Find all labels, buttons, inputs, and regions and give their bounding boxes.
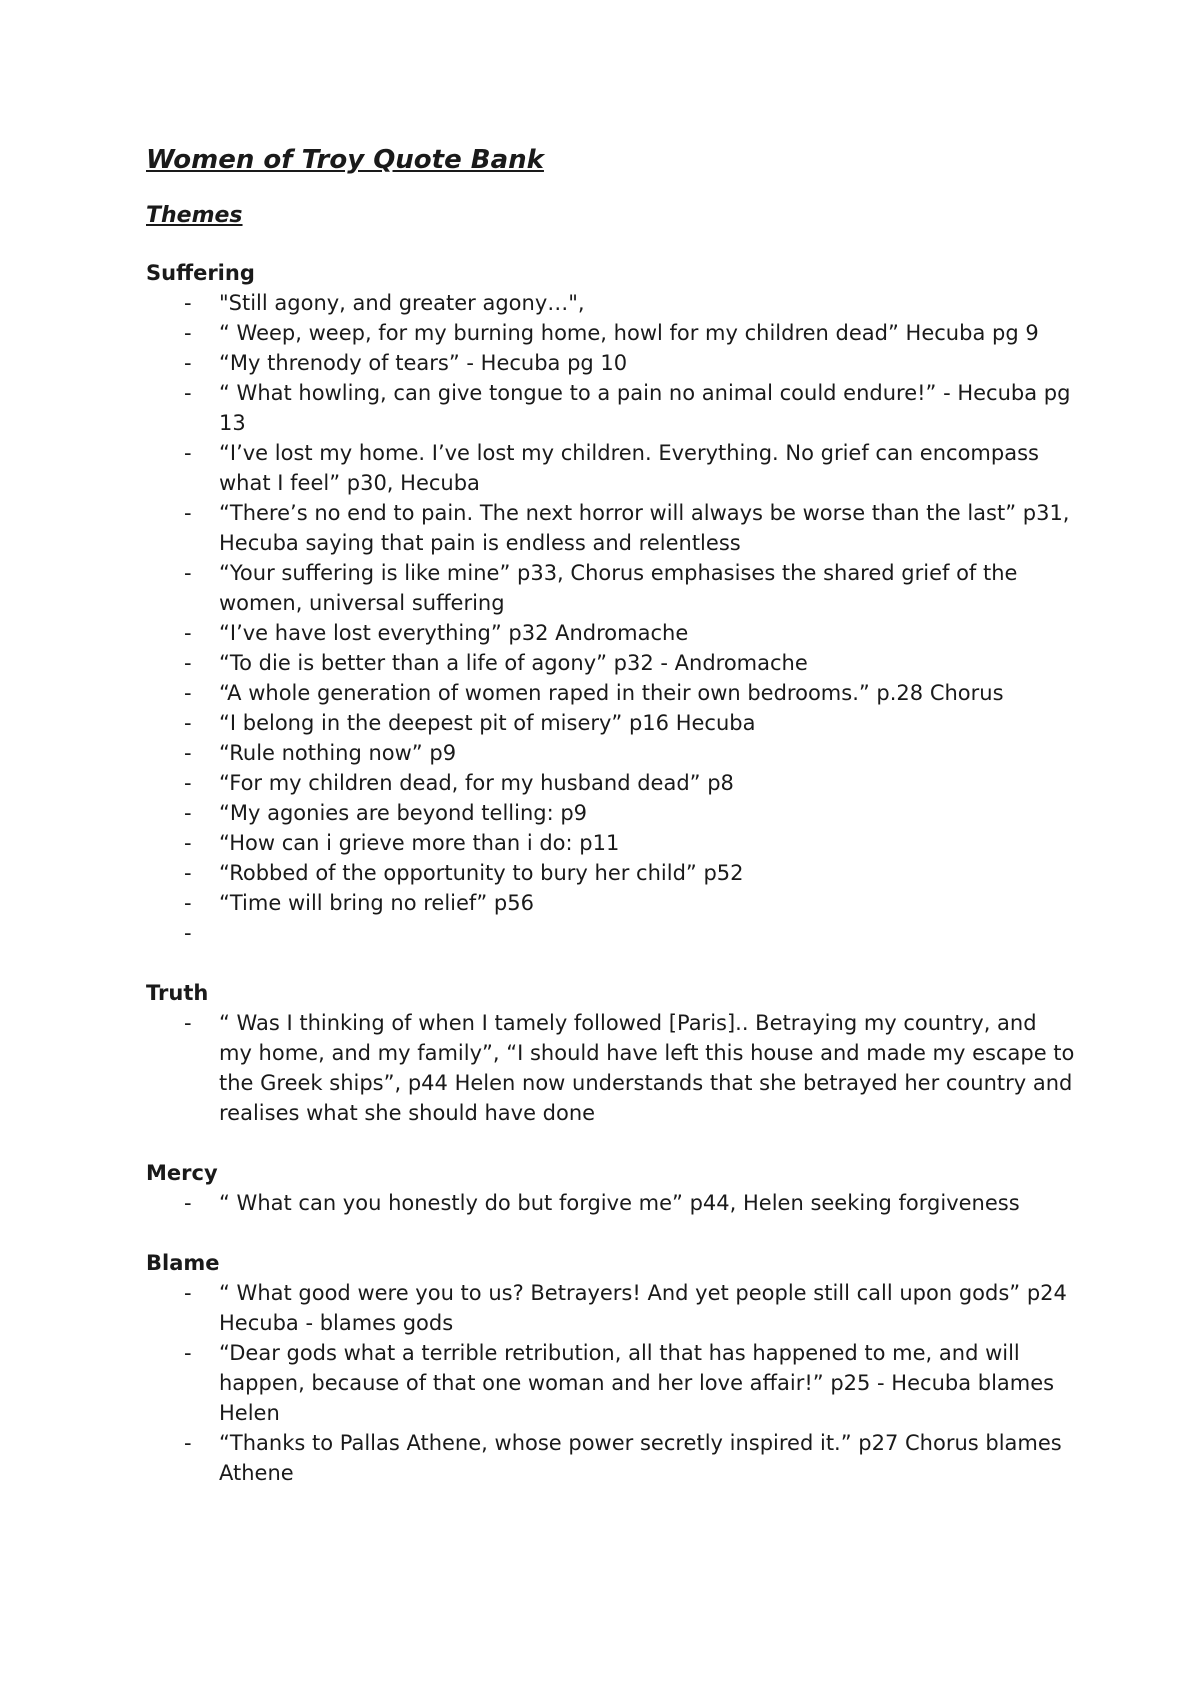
quote-item [146,498,1076,558]
quote-text: “I’ve have lost everything” p32 Andromache [219,621,689,645]
quote-text: “Rule nothing now” p9 [219,741,457,765]
list-dash: - [184,351,192,375]
quote-item [146,738,1076,768]
quote-item-empty [146,918,1076,948]
quote-item [146,1338,1076,1428]
quote-item [146,1428,1076,1488]
quote-item [146,1188,1076,1218]
quote-text: “For my children dead, for my husband dead” p8 [219,771,734,795]
quote-item [146,1278,1076,1338]
quote-text: “ What good were you to us? Betrayers! And yet people still call upon gods” p24 Hecuba - blames gods [219,1281,1067,1335]
list-dash: - [184,651,192,675]
quote-item [146,1008,1076,1128]
list-dash: - [184,921,192,945]
quote-item [146,798,1076,828]
quote-text: “My threnody of tears” - Hecuba pg 10 [219,351,628,375]
quote-text: "Still agony, and greater agony…", [219,291,585,315]
quote-text: “To die is better than a life of agony” p32 - Andromache [219,651,808,675]
quote-item [146,288,1076,318]
quote-text: “A whole generation of women raped in their own bedrooms.” p.28 Chorus [219,681,1004,705]
quote-text: “My agonies are beyond telling: p9 [219,801,588,825]
list-dash: - [184,1341,192,1365]
list-dash: - [184,1281,192,1305]
section-blame [146,1248,1076,1488]
quote-item [146,438,1076,498]
quote-item [146,678,1076,708]
quote-item [146,618,1076,648]
section-heading: Suffering [146,261,255,285]
quote-item [146,768,1076,798]
list-dash: - [184,741,192,765]
list-dash: - [184,711,192,735]
quote-text: “Dear gods what a terrible retribution, all that has happened to me, and will happen, because of that one woman and her love affair!” p25 - Hecuba blames Helen [219,1341,1055,1425]
quote-list [146,1188,1076,1218]
list-dash: - [184,831,192,855]
quote-text: “Your suffering is like mine” p33, Chorus emphasises the shared grief of the women, universal suffering [219,561,1018,615]
quote-text: “There’s no end to pain. The next horror will always be worse than the last” p31, Hecuba saying that pain is endless and relentless [219,501,1070,555]
section-heading: Blame [146,1251,220,1275]
quote-item [146,858,1076,888]
quote-list [146,288,1076,948]
list-dash: - [184,441,192,465]
list-dash: - [184,801,192,825]
quote-text: “Robbed of the opportunity to bury her child” p52 [219,861,744,885]
quote-item [146,648,1076,678]
quote-item [146,708,1076,738]
quote-text: “I belong in the deepest pit of misery” p16 Hecuba [219,711,756,735]
quote-list [146,1278,1076,1488]
section-heading: Mercy [146,1161,218,1185]
quote-text: “I’ve lost my home. I’ve lost my children. Everything. No grief can encompass what I feel” p30, Hecuba [219,441,1039,495]
themes-heading: Themes [146,203,243,228]
document-title: Women of Troy Quote Bank [146,145,544,175]
quote-text: “Time will bring no relief” p56 [219,891,534,915]
quote-text: “ Weep, weep, for my burning home, howl for my children dead” Hecuba pg 9 [219,321,1039,345]
list-dash: - [184,291,192,315]
quote-text: “ Was I thinking of when I tamely followed [Paris].. Betraying my country, and my home, and my family”, “I should have left this house and made my escape to the Greek ships”, p44 Helen now understands that she betrayed her country and realises what she should have done [219,1011,1075,1125]
quote-item [146,318,1076,348]
list-dash: - [184,561,192,585]
list-dash: - [184,861,192,885]
quote-list [146,1008,1076,1128]
list-dash: - [184,1431,192,1455]
quote-item [146,348,1076,378]
quote-item [146,828,1076,858]
list-dash: - [184,891,192,915]
quote-text: “ What can you honestly do but forgive me” p44, Helen seeking forgiveness [219,1191,1020,1215]
quote-item [146,558,1076,618]
section-heading: Truth [146,981,209,1005]
list-dash: - [184,621,192,645]
quote-text: “Thanks to Pallas Athene, whose power secretly inspired it.” p27 Chorus blames Athene [219,1431,1062,1485]
quote-item [146,378,1076,438]
section-suffering [146,258,1076,948]
list-dash: - [184,1011,192,1035]
quote-text: “How can i grieve more than i do: p11 [219,831,620,855]
list-dash: - [184,381,192,405]
section-mercy [146,1158,1076,1218]
document-page [146,140,1076,1488]
quote-text: “ What howling, can give tongue to a pain no animal could endure!” - Hecuba pg 13 [219,381,1071,435]
list-dash: - [184,771,192,795]
list-dash: - [184,1191,192,1215]
list-dash: - [184,501,192,525]
quote-item [146,888,1076,918]
list-dash: - [184,321,192,345]
section-truth [146,978,1076,1128]
list-dash: - [184,681,192,705]
